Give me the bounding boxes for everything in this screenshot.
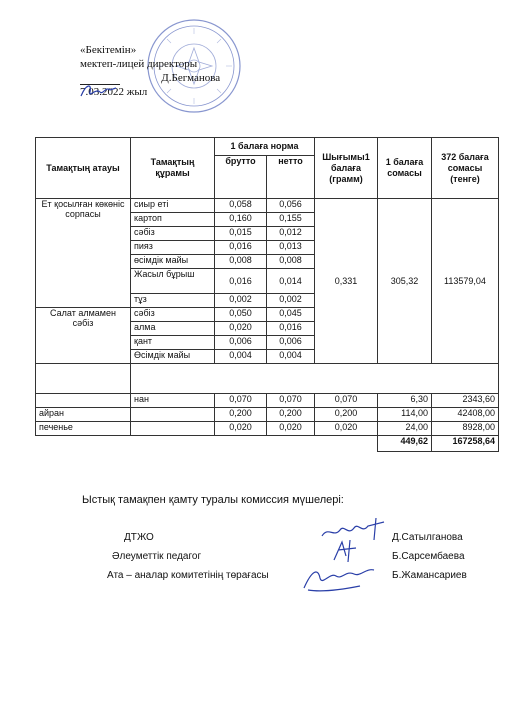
ingredient-name: өсімдік майы xyxy=(131,255,215,269)
cookie-net: 0,020 xyxy=(267,422,315,436)
total-cost-one: 449,62 xyxy=(378,436,432,452)
member-role: ДТЖО xyxy=(124,532,154,543)
header-composition: Тамақтың құрамы xyxy=(131,138,215,199)
ingredient-name: картоп xyxy=(131,213,215,227)
ingredient-gross: 0,006 xyxy=(215,336,267,350)
director-signature xyxy=(78,80,120,102)
total-cost-total: 167258,64 xyxy=(432,436,499,452)
cookie-cost-total: 8928,00 xyxy=(432,422,499,436)
bread-output: 0,070 xyxy=(315,394,378,408)
ingredient-gross: 0,008 xyxy=(215,255,267,269)
ingredient-gross: 0,002 xyxy=(215,294,267,308)
ingredient-gross: 0,058 xyxy=(215,199,267,213)
header-norm: 1 балаға норма xyxy=(215,138,315,156)
ingredient-gross: 0,004 xyxy=(215,350,267,364)
dish-cost-total: 113579,04 xyxy=(432,199,499,364)
ingredient-name: тұз xyxy=(131,294,215,308)
ingredient-net: 0,012 xyxy=(267,227,315,241)
ingredient-name: пияз xyxy=(131,241,215,255)
member-name: Б.Сарсембаева xyxy=(392,551,465,562)
ingredient-gross: 0,160 xyxy=(215,213,267,227)
ingredient-net: 0,014 xyxy=(267,269,315,294)
bread-cost-one: 6,30 xyxy=(378,394,432,408)
header-name: Тамақтың атауы xyxy=(36,138,131,199)
ingredient-net: 0,006 xyxy=(267,336,315,350)
ingredient-net: 0,013 xyxy=(267,241,315,255)
dish-cost-one: 305,32 xyxy=(378,199,432,364)
menu-table xyxy=(35,137,499,452)
header-output: Шығымы1 балаға (грамм) xyxy=(315,138,378,199)
ingredient-name: алма xyxy=(131,322,215,336)
dish2-name: Салат алмамен сәбіз xyxy=(36,308,131,364)
cookie-output: 0,020 xyxy=(315,422,378,436)
commission-title: Ыстық тамақпен қамту туралы комиссия мүшелері: xyxy=(82,494,344,506)
ingredient-name: сәбіз xyxy=(131,227,215,241)
ingredient-name: қант xyxy=(131,336,215,350)
ingredient-net: 0,008 xyxy=(267,255,315,269)
blank-row xyxy=(36,364,499,394)
ingredient-name: Жасыл бұрыш xyxy=(131,269,215,294)
dish-output: 0,331 xyxy=(315,199,378,364)
member-role: Әлеуметтік педагог xyxy=(112,551,202,562)
header-cost-total: 372 балаға сомасы (тенге) xyxy=(432,138,499,199)
ingredient-name: сиыр еті xyxy=(131,199,215,213)
ingredient-gross: 0,050 xyxy=(215,308,267,322)
cookie-name: печенье xyxy=(36,422,131,436)
signature-2 xyxy=(328,538,368,564)
ingredient-net: 0,155 xyxy=(267,213,315,227)
bread-cost-total: 2343,60 xyxy=(432,394,499,408)
header-cost-one: 1 балаға сомасы xyxy=(378,138,432,199)
ingredient-gross: 0,015 xyxy=(215,227,267,241)
dish1-name: Ет қосылған көкөніс сорпасы xyxy=(36,199,131,308)
header-net: нетто xyxy=(267,156,315,199)
ingredient-net: 0,016 xyxy=(267,322,315,336)
cookie-gross: 0,020 xyxy=(215,422,267,436)
ayran-net: 0,200 xyxy=(267,408,315,422)
ingredient-net: 0,004 xyxy=(267,350,315,364)
cookie-cost-one: 24,00 xyxy=(378,422,432,436)
bread-name: нан xyxy=(131,394,215,408)
member-role: Ата – аналар комитетінің төрағасы xyxy=(107,570,269,581)
ingredient-gross: 0,016 xyxy=(215,241,267,255)
ingredient-name: Өсімдік майы xyxy=(131,350,215,364)
bread-gross: 0,070 xyxy=(215,394,267,408)
director-name: Д.Бегманова xyxy=(161,72,221,84)
approval-title: «Бекітемін» xyxy=(80,44,137,56)
ayran-name: айран xyxy=(36,408,131,422)
member-name: Д.Сатылганова xyxy=(392,532,463,543)
ingredient-gross: 0,020 xyxy=(215,322,267,336)
header-gross: брутто xyxy=(215,156,267,199)
ayran-gross: 0,200 xyxy=(215,408,267,422)
ingredient-net: 0,002 xyxy=(267,294,315,308)
signature-3 xyxy=(300,562,378,594)
bread-net: 0,070 xyxy=(267,394,315,408)
ingredient-net: 0,056 xyxy=(267,199,315,213)
ayran-cost-total: 42408,00 xyxy=(432,408,499,422)
approval-date: 7.03.2022 жыл xyxy=(80,86,148,98)
ingredient-name: сәбіз xyxy=(131,308,215,322)
member-name: Б.Жамансариев xyxy=(392,570,467,581)
ayran-output: 0,200 xyxy=(315,408,378,422)
ayran-cost-one: 114,00 xyxy=(378,408,432,422)
ingredient-gross: 0,016 xyxy=(215,269,267,294)
approval-position: мектеп-лицей директоры xyxy=(80,58,198,70)
ingredient-net: 0,045 xyxy=(267,308,315,322)
